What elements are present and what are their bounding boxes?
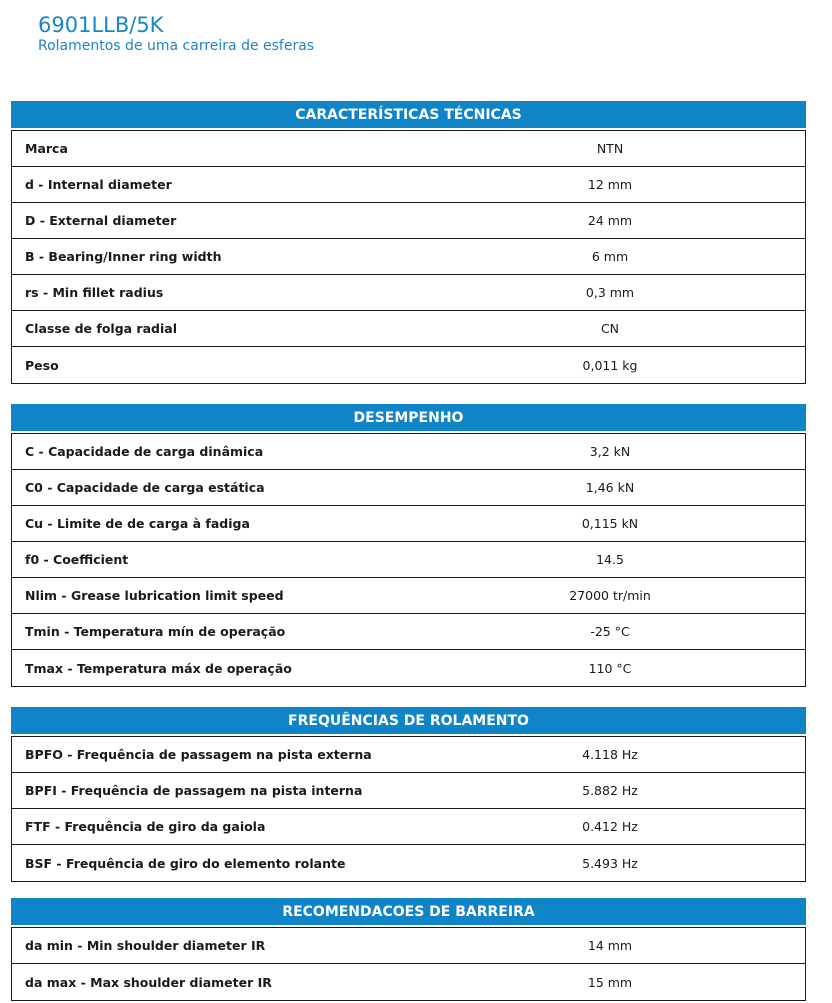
row-label: d - Internal diameter bbox=[25, 177, 172, 192]
row-value: 15 mm bbox=[587, 974, 633, 990]
table-row bbox=[12, 311, 805, 347]
table-row bbox=[12, 203, 805, 239]
row-value: 5.882 Hz bbox=[582, 783, 638, 798]
section-title: RECOMENDACOES DE BARREIRA bbox=[11, 898, 806, 925]
spec-table bbox=[11, 130, 806, 384]
table-row bbox=[12, 239, 805, 275]
row-label: C0 - Capacidade de carga estática bbox=[25, 480, 265, 495]
row-value: 0,115 kN bbox=[581, 516, 639, 531]
row-label: D - External diameter bbox=[25, 213, 177, 228]
table-row bbox=[12, 650, 805, 686]
row-label: Peso bbox=[25, 357, 59, 373]
table-row bbox=[12, 845, 805, 881]
table-row bbox=[12, 578, 805, 614]
product-title: 6901LLB/5K bbox=[38, 13, 164, 37]
table-row bbox=[12, 506, 805, 542]
row-label: Marca bbox=[25, 141, 68, 156]
row-label: BPFI - Frequência de passagem na pista interna bbox=[25, 783, 363, 798]
section-title: DESEMPENHO bbox=[11, 404, 806, 431]
row-value: 3,2 kN bbox=[589, 444, 631, 459]
spec-table bbox=[11, 927, 806, 1001]
row-value: 1,46 kN bbox=[585, 480, 635, 495]
row-value: CN bbox=[600, 321, 620, 336]
row-label: rs - Min fillet radius bbox=[25, 285, 164, 300]
row-value: 4.118 Hz bbox=[582, 747, 638, 762]
table-row bbox=[12, 347, 805, 383]
section-barrier bbox=[11, 898, 806, 1001]
product-header bbox=[38, 12, 314, 54]
row-value: 14.5 bbox=[596, 552, 624, 567]
table-row bbox=[12, 470, 805, 506]
table-row bbox=[12, 275, 805, 311]
row-value: 24 mm bbox=[587, 213, 633, 228]
row-value: 14 mm bbox=[587, 938, 633, 953]
row-label: Tmin - Temperatura mín de operação bbox=[25, 624, 286, 639]
spec-table bbox=[11, 736, 806, 882]
section-performance bbox=[11, 404, 806, 687]
row-label: B - Bearing/Inner ring width bbox=[25, 249, 222, 264]
row-label: da min - Min shoulder diameter IR bbox=[25, 938, 266, 953]
table-row bbox=[12, 964, 805, 1000]
row-label: f0 - Coefficient bbox=[25, 552, 129, 567]
section-technical bbox=[11, 101, 806, 384]
row-value: 0,3 mm bbox=[585, 285, 635, 300]
row-value: 110 °C bbox=[588, 660, 632, 676]
row-value: 5.493 Hz bbox=[582, 855, 638, 871]
table-row bbox=[12, 434, 805, 470]
row-value: 0,011 kg bbox=[582, 357, 638, 373]
row-value: 27000 tr/min bbox=[569, 588, 651, 603]
row-label: BPFO - Frequência de passagem na pista externa bbox=[25, 747, 372, 762]
table-row bbox=[12, 809, 805, 845]
row-label: Cu - Limite de de carga à fadiga bbox=[25, 516, 250, 531]
section-frequencies bbox=[11, 707, 806, 882]
table-row bbox=[12, 614, 805, 650]
row-value: -25 °C bbox=[590, 624, 630, 639]
row-value: 6 mm bbox=[591, 249, 629, 264]
row-label: da max - Max shoulder diameter IR bbox=[25, 974, 272, 990]
section-title: FREQUÊNCIAS DE ROLAMENTO bbox=[11, 707, 806, 734]
table-row bbox=[12, 928, 805, 964]
table-row bbox=[12, 737, 805, 773]
section-title: CARACTERÍSTICAS TÉCNICAS bbox=[11, 101, 806, 128]
row-label: Classe de folga radial bbox=[25, 321, 177, 336]
table-row bbox=[12, 167, 805, 203]
row-value: 12 mm bbox=[587, 177, 633, 192]
row-label: BSF - Frequência de giro do elemento rolante bbox=[25, 855, 346, 871]
row-label: Nlim - Grease lubrication limit speed bbox=[25, 588, 284, 603]
table-row bbox=[12, 542, 805, 578]
row-value: 0.412 Hz bbox=[582, 819, 638, 834]
table-row bbox=[12, 773, 805, 809]
row-label: FTF - Frequência de giro da gaiola bbox=[25, 819, 266, 834]
row-label: Tmax - Temperatura máx de operação bbox=[25, 660, 292, 676]
spec-table bbox=[11, 433, 806, 687]
table-row bbox=[12, 131, 805, 167]
product-subtitle: Rolamentos de uma carreira de esferas bbox=[38, 38, 315, 54]
row-value: NTN bbox=[596, 141, 624, 156]
row-label: C - Capacidade de carga dinâmica bbox=[25, 444, 264, 459]
